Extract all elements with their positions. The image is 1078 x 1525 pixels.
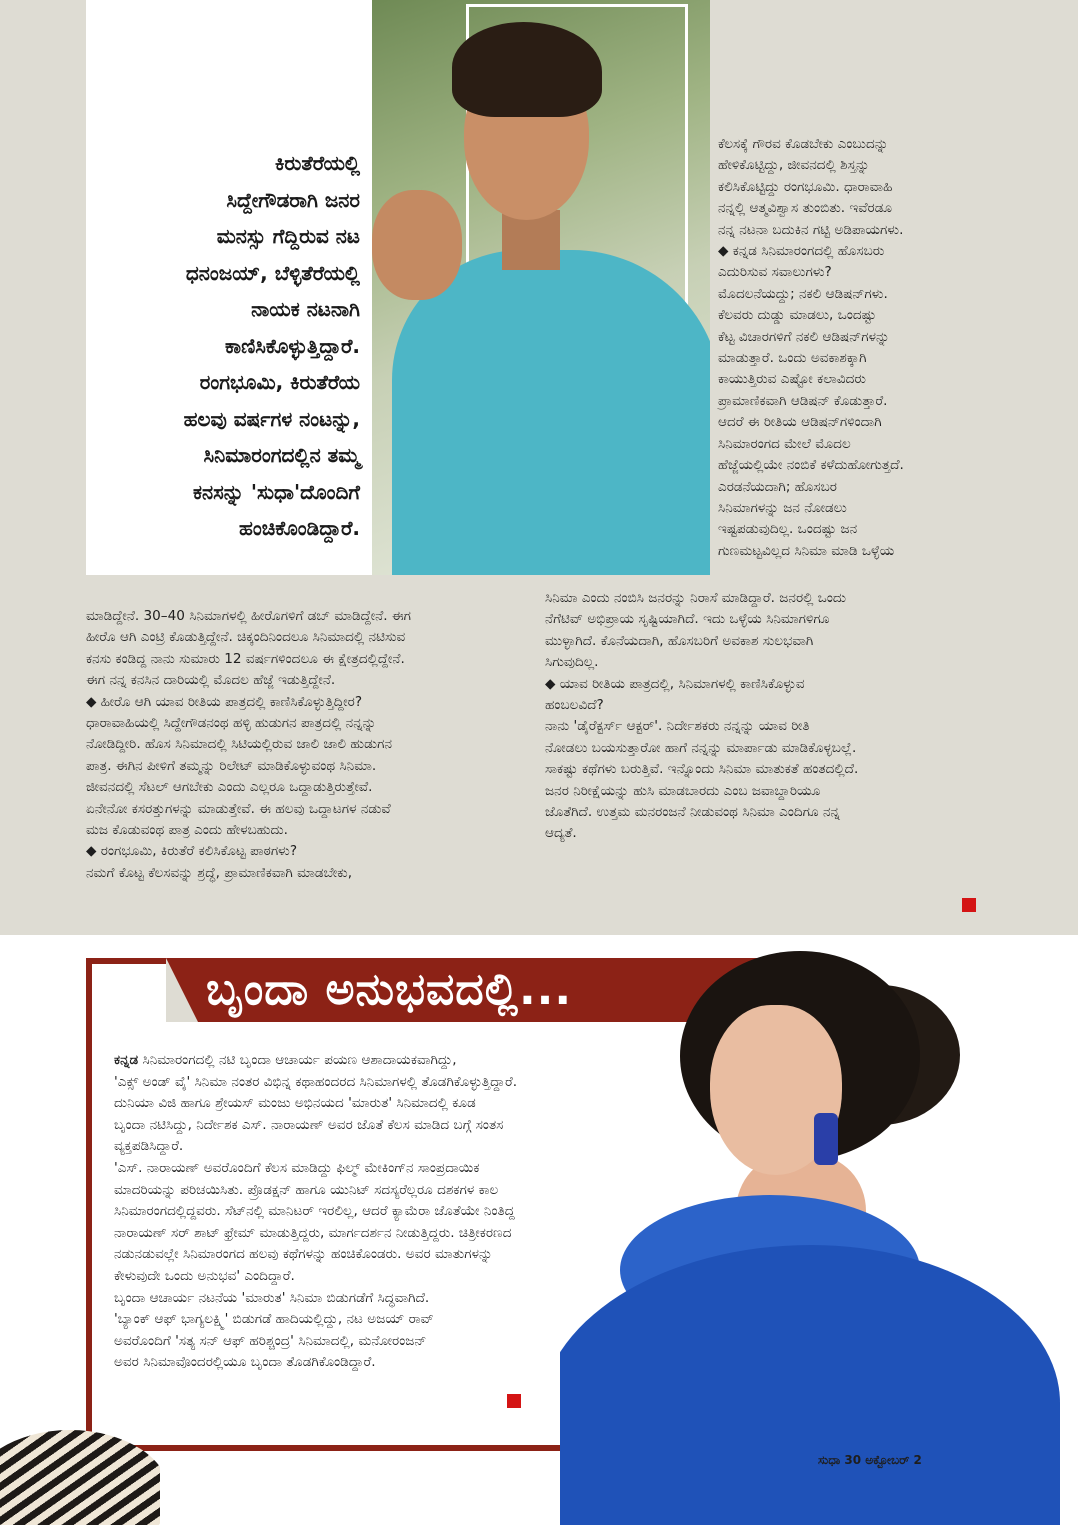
actor-pointing-hand xyxy=(372,190,462,300)
brinda-headline: ಬೃಂದಾ ಅನುಭವದಲ್ಲಿ... xyxy=(206,964,573,1015)
decorative-striped-object xyxy=(0,1410,160,1525)
lead-word: ಕನ್ನಡ xyxy=(114,1052,139,1068)
intro-text: ಕಿರುತೆರೆಯಲ್ಲಿ ಸಿದ್ದೇಗೌಡರಾಗಿ ಜನರ ಮನಸ್ಸು ಗೆದ್ದಿರುವ ನಟ ಧನಂಜಯ್, ಬೆಳ್ಳಿತೆರೆಯಲ್ಲಿ ನಾಯಕ ನಟನಾಗಿ ಕಾಣಿಸಿಕೊಳ್ಳುತ್ತಿದ್ದಾರೆ. ರಂಗಭೂಮಿ, ಕಿರುತೆರೆಯ ಹಲವು ವರ್ಷಗಳ ನಂಟನ್ನು, ಸಿನಿಮಾರಂಗದಲ್ಲಿನ ತಮ್ಮ ಕನಸನ್ನು 'ಸುಧಾ'ದೊಂದಿಗೆ ಹಂಚಿಕೊಂಡಿದ್ದಾರೆ. xyxy=(183,151,360,540)
brinda-body: ಸಿನಿಮಾರಂಗದಲ್ಲಿ ನಟಿ ಬೃಂದಾ ಆಚಾರ್ಯ ಪಯಣ ಆಶಾದಾಯಕವಾಗಿದ್ದು, 'ಎಕ್ಸ್ ಅಂಡ್ ವೈ' ಸಿನಿಮಾ ನಂತರ ವಿಭಿನ್ನ ಕಥಾಹಂದರದ ಸಿನಿಮಾಗಳಲ್ಲಿ ತೊಡಗಿಕೊಳ್ಳುತ್ತಿದ್ದಾರೆ. ದುನಿಯಾ ವಿಜಿ ಹಾಗೂ ಶ್ರೇಯಸ್ ಮಂಜು ಅಭಿನಯದ 'ಮಾರುತ' ಸಿನಿಮಾದಲ್ಲಿ ಕೂಡ ಬೃಂದಾ ನಟಿಸಿದ್ದು, ನಿರ್ದೇಶಕ ಎಸ್. ನಾರಾಯಣ್ ಅವರ ಜೊತೆ ಕೆಲಸ ಮಾಡಿದ ಬಗ್ಗೆ ಸಂತಸ ವ್ಯಕ್ತಪಡಿಸಿದ್ದಾರೆ. 'ಎಸ್. ನಾರಾಯಣ್ ಅವರೊಂದಿಗೆ ಕೆಲಸ ಮಾಡಿದ್ದು ಫಿಲ್ಮ್ ಮೇಕಿಂಗ್‌ನ ಸಾಂಪ್ರದಾಯಿಕ ಮಾದರಿಯನ್ನು ಪರಿಚಯಿಸಿತು. ಪ್ರೊಡಕ್ಷನ್ ಹಾಗೂ ಯುನಿಟ್ ಸದಸ್ಯರೆಲ್ಲರೂ ದಶಕಗಳ ಕಾಲ ಸಿನಿಮಾರಂಗದಲ್ಲಿದ್ದವರು. ಸೆಟ್‌ನಲ್ಲಿ ಮಾನಿಟರ್ ಇರಲಿಲ್ಲ, ಆದರೆ ಕ್ಯಾಮೆರಾ ಜೊತೆಯೇ ನಿಂತಿದ್ದ ನಾರಾಯಣ್ ಸರ್ ಶಾಟ್ ಫ್ರೇಮ್ ಮಾಡುತ್ತಿದ್ದರು, ಮಾರ್ಗದರ್ಶನ ನೀಡುತ್ತಿದ್ದರು. ಚಿತ್ರೀಕರಣದ ನಡುನಡುವಲ್ಲೇ ಸಿನಿಮಾರಂಗದ ಹಲವು ಕಥೆಗಳನ್ನು ಹಂಚಿಕೊಂಡರು. ಅವರ ಮಾತುಗಳನ್ನು ಕೇಳುವುದೇ ಒಂದು ಅನುಭವ' ಎಂದಿದ್ದಾರೆ. ಬೃಂದಾ ಆಚಾರ್ಯ ನಟನೆಯ 'ಮಾರುತ' ಸಿನಿಮಾ ಬಿಡುಗಡೆಗೆ ಸಿದ್ಧವಾಗಿದೆ. 'ಬ್ಯಾಂಕ್ ಆಫ್ ಭಾಗ್ಯಲಕ್ಷ್ಮಿ' ಬಿಡುಗಡೆ ಹಾದಿಯಲ್ಲಿದ್ದು, ನಟ ಅಜಯ್ ರಾವ್ ಅವರೊಂದಿಗೆ 'ಸತ್ಯ ಸನ್ ಆಫ್ ಹರಿಶ್ಚಂದ್ರ' ಸಿನಿಮಾದಲ್ಲಿ, ಮನೋರಂಜನ್ ಅವರ ಸಿನಿಮಾವೊಂದರಲ್ಲಿಯೂ ಬೃಂದಾ ತೊಡಗಿಕೊಂಡಿದ್ದಾರೆ. xyxy=(114,1052,518,1371)
actress-dress xyxy=(560,1245,1060,1525)
article-column-right: ಸಿನಿಮಾ ಎಂದು ನಂಬಿಸಿ ಜನರನ್ನು ನಿರಾಸೆ ಮಾಡಿದ್ದಾರೆ. ಜನರಲ್ಲಿ ಒಂದು ನೆಗೆಟಿವ್ ಅಭಿಪ್ರಾಯ ಸೃಷ್ಟಿಯಾಗಿದೆ. ಇದು ಒಳ್ಳೆಯ ಸಿನಿಮಾಗಳಿಗೂ ಮುಳ್ಳಾಗಿದೆ. ಕೊನೆಯದಾಗಿ, ಹೊಸಬರಿಗೆ ಅವಕಾಶ ಸುಲಭವಾಗಿ ಸಿಗುವುದಿಲ್ಲ. ◆ ಯಾವ ರೀತಿಯ ಪಾತ್ರದಲ್ಲಿ, ಸಿನಿಮಾಗಳಲ್ಲಿ ಕಾಣಿಸಿಕೊಳ್ಳುವ ಹಂಬಲವಿದೆ? ನಾನು 'ಡೈರೆಕ್ಟರ್ಸ್ ಆಕ್ಟರ್'. ನಿರ್ದೇಶಕರು ನನ್ನನ್ನು ಯಾವ ರೀತಿ ನೋಡಲು ಬಯಸುತ್ತಾರೋ ಹಾಗೆ ನನ್ನನ್ನು ಮಾರ್ಪಾಡು ಮಾಡಿಕೊಳ್ಳಬಲ್ಲೆ. ಸಾಕಷ್ಟು ಕಥೆಗಳು ಬರುತ್ತಿವೆ. ಇನ್ನೊಂದು ಸಿನಿಮಾ ಮಾತುಕತೆ ಹಂತದಲ್ಲಿದೆ. ಜನರ ನಿರೀಕ್ಷೆಯನ್ನು ಹುಸಿ ಮಾಡಬಾರದು ಎಂಬ ಜವಾಬ್ದಾರಿಯೂ ಜೊತೆಗಿದೆ. ಉತ್ತಮ ಮನರಂಜನೆ ನೀಡುವಂಥ ಸಿನಿಮಾ ಎಂದಿಗೂ ನನ್ನ ಆದ್ಯತೆ. xyxy=(545,590,859,842)
actress-earring xyxy=(814,1113,838,1165)
brinda-end-mark xyxy=(507,1394,521,1408)
actor-hair xyxy=(452,22,602,117)
page-footer: ಸುಧಾ 30 ಅಕ್ಟೋಬರ್ 2 xyxy=(818,1453,922,1467)
actress-photo xyxy=(560,945,1078,1525)
article-column-left: ಮಾಡಿದ್ದೇನೆ. 30–40 ಸಿನಿಮಾಗಳಲ್ಲಿ ಹೀರೊಗಳಿಗೆ ಡಬ್ ಮಾಡಿದ್ದೇನೆ. ಈಗ ಹೀರೊ ಆಗಿ ಎಂಟ್ರಿ ಕೊಡುತ್ತಿದ್ದೇನೆ. ಚಿಕ್ಕಂದಿನಿಂದಲೂ ಸಿನಿಮಾದಲ್ಲಿ ನಟಿಸುವ ಕನಸು ಕಂಡಿದ್ದ ನಾನು ಸುಮಾರು 12 ವರ್ಷಗಳಿಂದಲೂ ಈ ಕ್ಷೇತ್ರದಲ್ಲಿದ್ದೇನೆ. ಈಗ ನನ್ನ ಕನಸಿನ ದಾರಿಯಲ್ಲಿ ಮೊದಲ ಹೆಜ್ಜೆ ಇಡುತ್ತಿದ್ದೇನೆ. ◆ ಹೀರೊ ಆಗಿ ಯಾವ ರೀತಿಯ ಪಾತ್ರದಲ್ಲಿ ಕಾಣಿಸಿಕೊಳ್ಳುತ್ತಿದ್ದೀರ? ಧಾರಾವಾಹಿಯಲ್ಲಿ ಸಿದ್ದೇಗೌಡನಂಥ ಹಳ್ಳಿ ಹುಡುಗನ ಪಾತ್ರದಲ್ಲಿ ನನ್ನನ್ನು ನೋಡಿದ್ದೀರಿ. ಹೊಸ ಸಿನಿಮಾದಲ್ಲಿ ಸಿಟಿಯಲ್ಲಿರುವ ಜಾಲಿ ಜಾಲಿ ಹುಡುಗನ ಪಾತ್ರ. ಈಗಿನ ಪೀಳಿಗೆ ತಮ್ಮನ್ನು ರಿಲೇಟ್ ಮಾಡಿಕೊಳ್ಳುವಂಥ ಸಿನಿಮಾ. ಜೀವನದಲ್ಲಿ ಸೆಟಲ್ ಆಗಬೇಕು ಎಂದು ಎಲ್ಲರೂ ಒದ್ದಾಡುತ್ತಿರುತ್ತೇವೆ. ಏನೇನೋ ಕಸರತ್ತುಗಳನ್ನು ಮಾಡುತ್ತೇವೆ. ಈ ಹಲವು ಒದ್ದಾಟಗಳ ನಡುವೆ ಮಜ ಕೊಡುವಂಥ ಪಾತ್ರ ಎಂದು ಹೇಳಬಹುದು. ◆ ರಂಗಭೂಮಿ, ಕಿರುತೆರೆ ಕಲಿಸಿಕೊಟ್ಟ ಪಾಠಗಳು? ನಮಗೆ ಕೊಟ್ಟ ಕೆಲಸವನ್ನು ಶ್ರದ್ಧೆ, ಪ್ರಾಮಾಣಿಕವಾಗಿ ಮಾಡಬೇಕು, xyxy=(86,608,412,881)
headline-banner-slant xyxy=(166,958,198,1022)
article-end-mark xyxy=(962,898,976,912)
actor-shirt xyxy=(392,250,710,575)
actor-photo xyxy=(372,0,710,575)
article-column-top-right: ಕೆಲಸಕ್ಕೆ ಗೌರವ ಕೊಡಬೇಕು ಎಂಬುದನ್ನು ಹೇಳಿಕೊಟ್ಟಿದ್ದು, ಜೀವನದಲ್ಲಿ ಶಿಸ್ತನ್ನು ಕಲಿಸಿಕೊಟ್ಟಿದ್ದು ರಂಗಭೂಮಿ. ಧಾರಾವಾಹಿ ನನ್ನಲ್ಲಿ ಆತ್ಮವಿಶ್ವಾಸ ತುಂಬಿತು. ಇವೆರಡೂ ನನ್ನ ನಟನಾ ಬದುಕಿನ ಗಟ್ಟಿ ಅಡಿಪಾಯಗಳು. ◆ ಕನ್ನಡ ಸಿನಿಮಾರಂಗದಲ್ಲಿ ಹೊಸಬರು ಎದುರಿಸುವ ಸವಾಲುಗಳು? ಮೊದಲನೆಯದ್ದು; ನಕಲಿ ಆಡಿಷನ್‌ಗಳು. ಕೆಲವರು ದುಡ್ಡು ಮಾಡಲು, ಒಂದಷ್ಟು ಕೆಟ್ಟ ವಿಚಾರಗಳಿಗೆ ನಕಲಿ ಆಡಿಷನ್‌ಗಳನ್ನು ಮಾಡುತ್ತಾರೆ. ಒಂದು ಅವಕಾಶಕ್ಕಾಗಿ ಕಾಯುತ್ತಿರುವ ಎಷ್ಟೋ ಕಲಾವಿದರು ಪ್ರಾಮಾಣಿಕವಾಗಿ ಆಡಿಷನ್ ಕೊಡುತ್ತಾರೆ. ಆದರೆ ಈ ರೀತಿಯ ಆಡಿಷನ್‌ಗಳಿಂದಾಗಿ ಸಿನಿಮಾರಂಗದ ಮೇಲೆ ಮೊದಲ ಹೆಜ್ಜೆಯಲ್ಲಿಯೇ ನಂಬಿಕೆ ಕಳೆದುಹೋಗುತ್ತದೆ. ಎರಡನೆಯದಾಗಿ; ಹೊಸಬರ ಸಿನಿಮಾಗಳನ್ನು ಜನ ನೋಡಲು ಇಷ್ಟಪಡುವುದಿಲ್ಲ. ಒಂದಷ್ಟು ಜನ ಗುಣಮಟ್ಟವಿಲ್ಲದ ಸಿನಿಮಾ ಮಾಡಿ ಒಳ್ಳೆಯ xyxy=(718,136,904,559)
stripes-pattern xyxy=(0,1430,160,1525)
